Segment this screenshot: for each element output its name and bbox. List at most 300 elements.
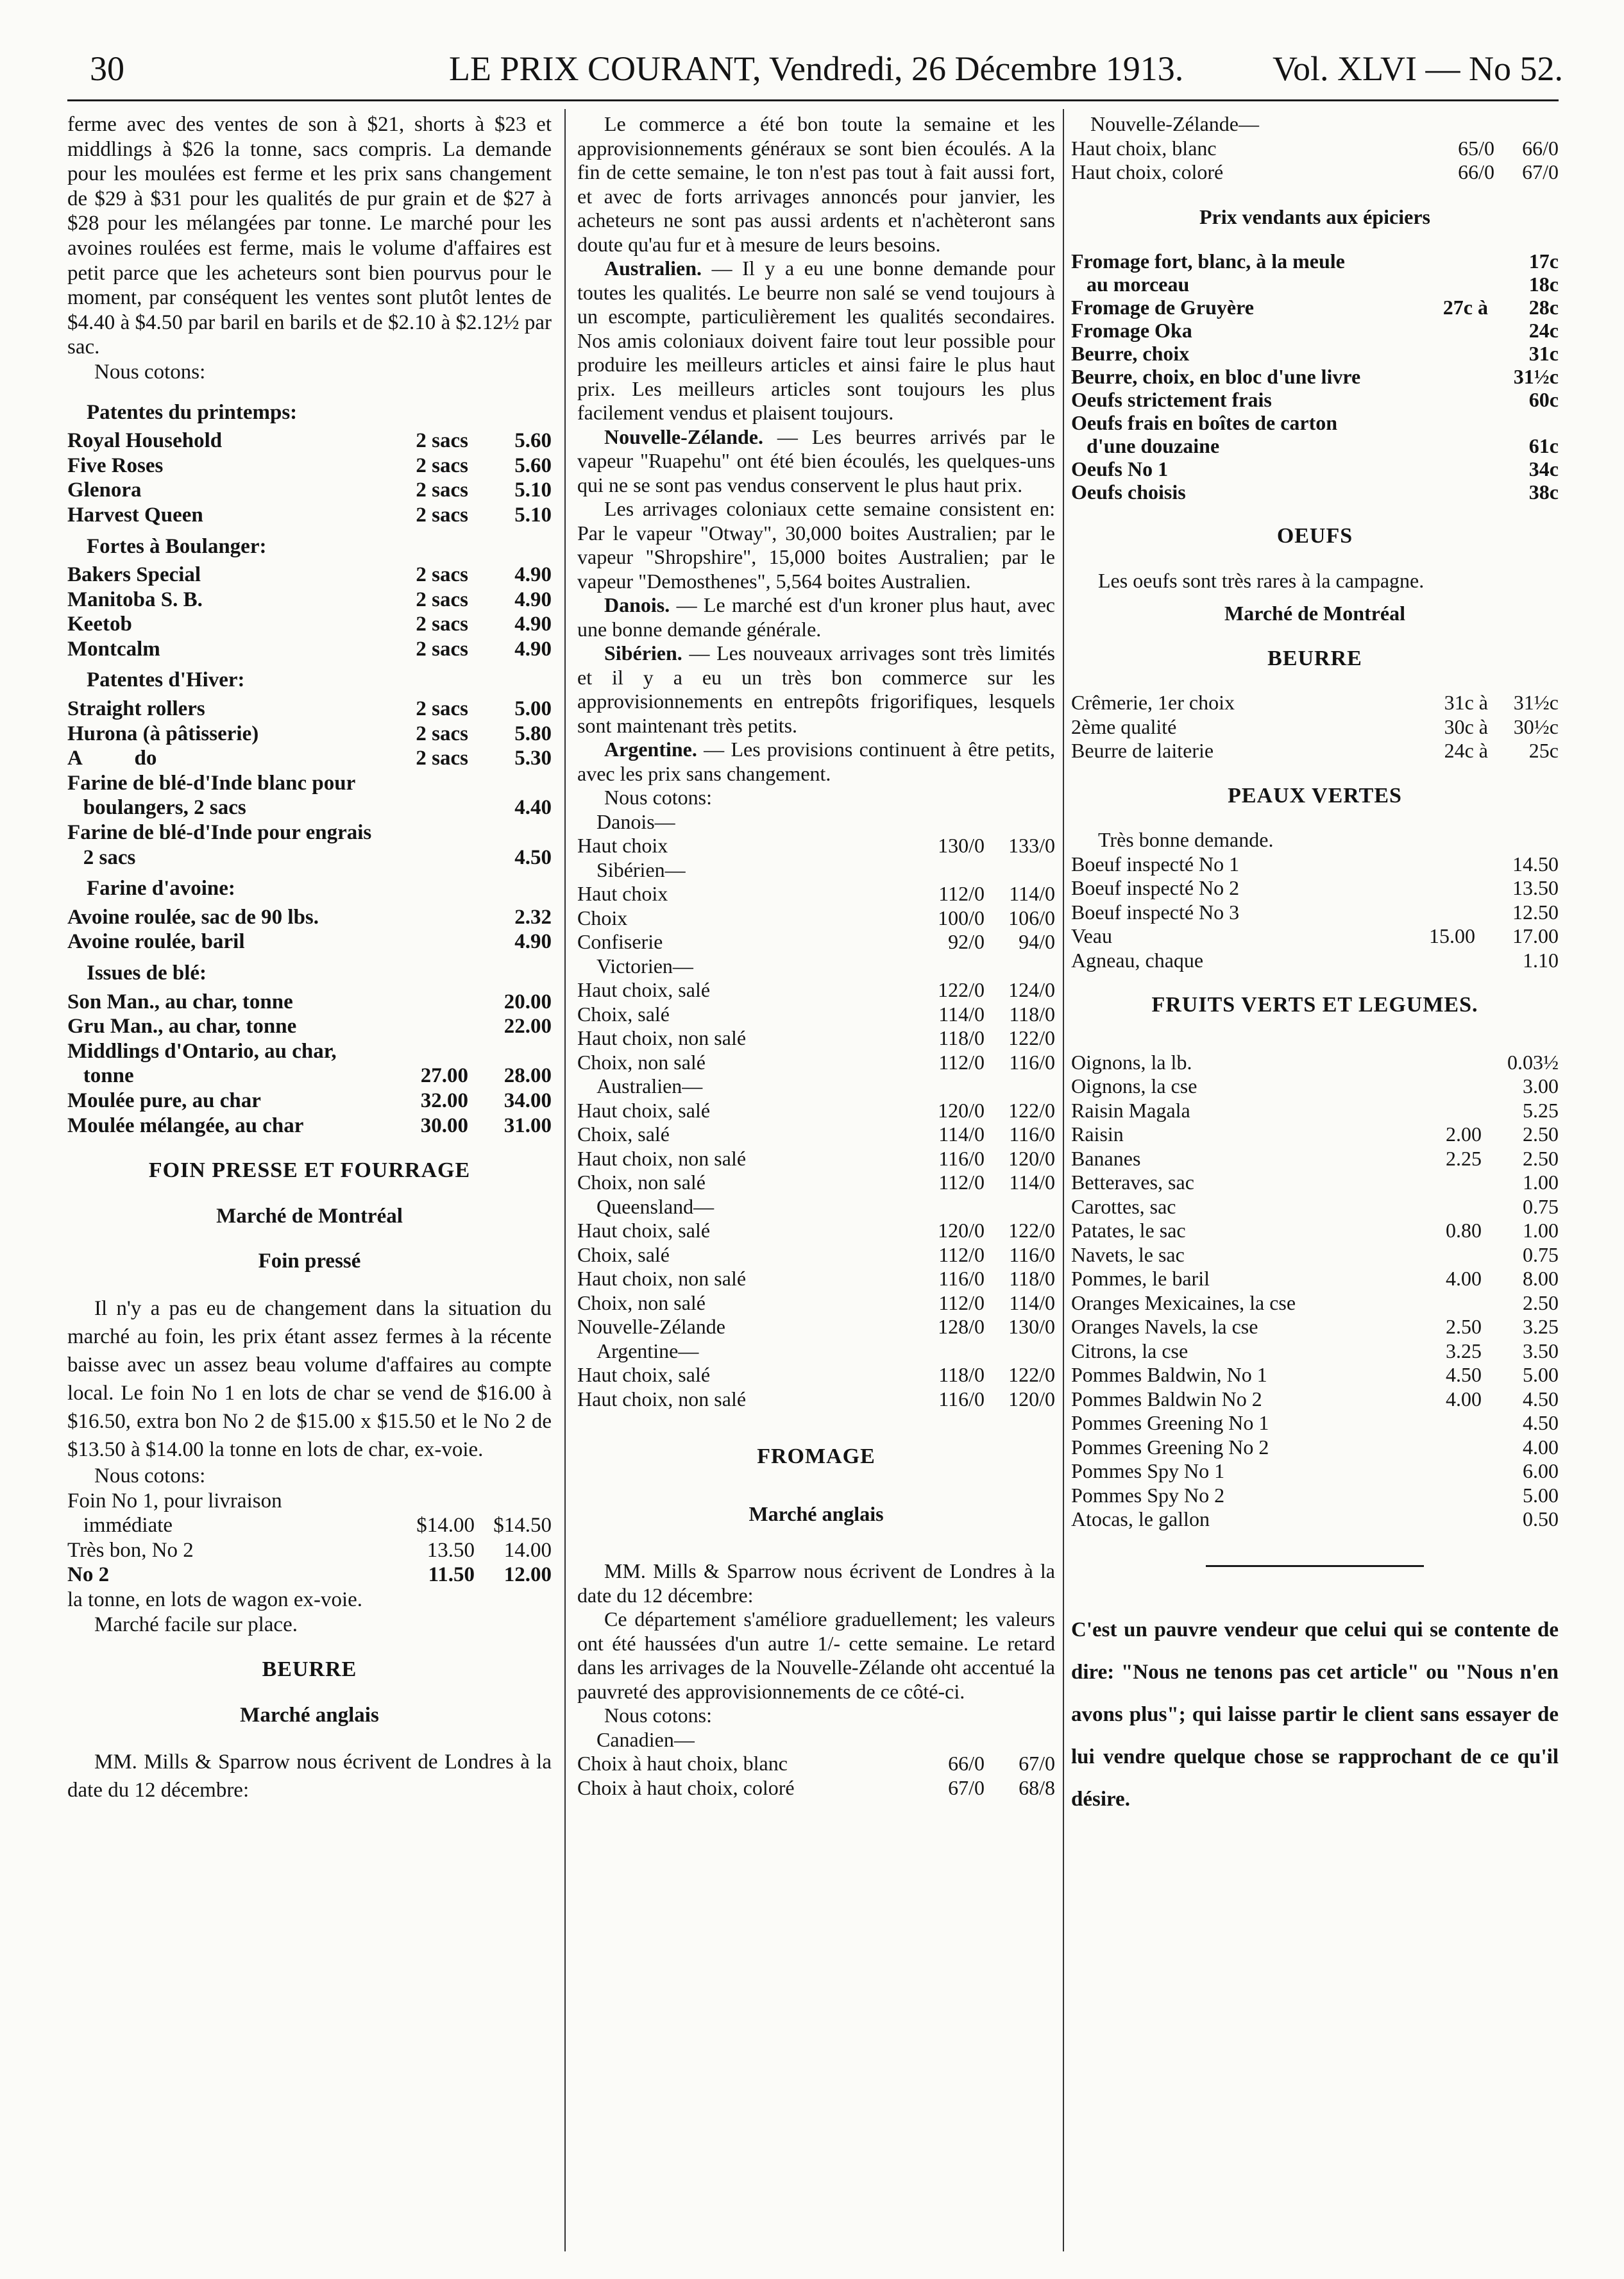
row-value-a: 11.50	[428, 1563, 475, 1587]
table-row	[1071, 901, 1559, 925]
table-row	[577, 1123, 1055, 1147]
epiciers-heading: Prix vendants aux épiciers	[1199, 205, 1430, 228]
table-row	[1071, 715, 1559, 740]
row-label: Bananes	[1071, 1146, 1141, 1170]
row-label: Fromage fort, blanc, à la meule	[1071, 250, 1345, 273]
row-value-b: 124/0	[1008, 978, 1055, 1001]
commerce-text: Le commerce a été bon toute la semaine et les approvisionnements généraux se sont bien écoulés. A la fin de cette semaine, le ton n'est pas tout à fait aussi fort, et avec de forts arrivages annoncés pour janvier, les acheteurs ne sont pas aussi ardents et n'achèteront sans doute qu'au fur et à mesure de leurs besoins.	[577, 112, 1055, 256]
butter-montreal-table	[1071, 691, 1559, 763]
row-value-price: 4.90	[514, 930, 552, 954]
row-value-b: 66/0	[1522, 136, 1559, 160]
row-value-b: 14.00	[503, 1538, 552, 1562]
row-value-b: 60c	[1528, 388, 1559, 411]
row-value-b: 0.50	[1523, 1507, 1559, 1530]
table-row	[67, 697, 552, 722]
table-row	[1071, 296, 1559, 319]
column-1	[67, 112, 552, 1804]
siberien-label: Sibérien.	[604, 641, 682, 665]
row-value-a: 100/0	[938, 906, 985, 929]
table-row	[1071, 342, 1559, 365]
row-value-price: 4.90	[514, 637, 552, 661]
row-value-a	[1411, 480, 1488, 504]
fromage-cotons: Nous cotons:	[604, 1704, 712, 1727]
fromage-subheading: Marché anglais	[749, 1502, 884, 1525]
table-row	[1071, 1507, 1559, 1532]
butter-price-table	[577, 810, 1055, 1412]
row-value-price: 4.50	[514, 845, 552, 869]
table-row	[1071, 1436, 1559, 1460]
row-value-a	[888, 1195, 985, 1219]
row-value-a: 116/0	[938, 1146, 985, 1170]
table-row	[577, 1099, 1055, 1123]
row-label: Haut choix, salé	[577, 1098, 711, 1122]
masthead-title: LE PRIX COURANT, Vendredi, 26 Décembre 1913.	[449, 49, 1184, 88]
table-row	[577, 810, 1055, 835]
row-label: Haut choix, salé	[577, 1363, 711, 1386]
row-label: Foin No 1, pour livraison	[67, 1489, 282, 1512]
row-label: Keetob	[67, 613, 132, 636]
row-label: Boeuf inspecté No 1	[1071, 852, 1240, 876]
row-value-a: $14.00	[416, 1514, 475, 1538]
row-label: Choix à haut choix, blanc	[577, 1752, 788, 1775]
row-value-a	[1411, 434, 1488, 457]
row-value-a	[908, 1728, 985, 1752]
table-row	[1071, 1315, 1559, 1339]
table-row	[1071, 1459, 1559, 1484]
row-label: Oeufs No 1	[1071, 457, 1169, 480]
row-value-price: 31.00	[503, 1114, 552, 1137]
row-value-b	[985, 1339, 1055, 1364]
row-value-price: 28.00	[503, 1064, 552, 1088]
row-value-a: 114/0	[938, 1002, 985, 1026]
row-label: Agneau, chaque	[1071, 948, 1204, 972]
row-label: Choix, salé	[577, 1002, 670, 1026]
table-row	[67, 1563, 552, 1588]
row-label: Oignons, la cse	[1071, 1074, 1197, 1097]
row-value-a: 4.50	[1446, 1363, 1482, 1386]
row-value-a	[385, 1489, 475, 1514]
table-row	[577, 1074, 1055, 1099]
row-label: Nouvelle-Zélande	[577, 1315, 725, 1338]
row-label: Beurre, choix	[1071, 342, 1190, 365]
table-row	[1071, 1171, 1559, 1195]
row-label: Choix, salé	[577, 1123, 670, 1146]
fromage-heading: FROMAGE	[757, 1444, 875, 1468]
row-value-a	[1411, 319, 1488, 342]
table-row	[577, 1387, 1055, 1412]
argentine-label: Argentine.	[604, 738, 697, 761]
produce-price-table	[1071, 1051, 1559, 1532]
table-row	[577, 1147, 1055, 1171]
row-label: Son Man., au char, tonne	[67, 990, 293, 1013]
row-label: Crêmerie, 1er choix	[1071, 691, 1235, 714]
row-value-unit: 2 sacs	[416, 747, 468, 770]
volume-number: Vol. XLVI — No 52.	[1272, 49, 1563, 88]
row-label: Beurre, choix, en bloc d'une livre	[1071, 365, 1361, 388]
row-label: Choix, non salé	[577, 1291, 706, 1314]
row-label: Haut choix, non salé	[577, 1146, 747, 1170]
row-label: Pommes Spy No 2	[1071, 1483, 1225, 1507]
row-value-b: 114/0	[1009, 882, 1055, 905]
row-value-b: 68/8	[1019, 1775, 1055, 1799]
row-value-b: 4.50	[1523, 1387, 1559, 1411]
table-row	[67, 771, 552, 796]
table-row	[1071, 1267, 1559, 1291]
table-row	[577, 1195, 1055, 1219]
row-value-a: 0.80	[1446, 1219, 1482, 1242]
row-value-unit: 2 sacs	[416, 637, 468, 661]
row-label: A do	[67, 747, 157, 770]
row-value-a	[1392, 1459, 1482, 1484]
australien-text: — Il y a eu une bonne demande pour toutes les qualités. Le beurre non salé se vend toujours à un escompte, particulièrement les qualités secondaires. Nos amis coloniaux doivent faire tout leur possible pour produire les meilleurs articles et ainsi faire le plus haut prix. Les meilleurs articles sont toujours les plus facilement vendus et plaisent toujours.	[577, 257, 1055, 424]
beurre-heading-2: BEURRE	[1267, 646, 1362, 670]
cotons-label: Nous cotons:	[94, 360, 206, 384]
row-label: Choix à haut choix, coloré	[577, 1775, 795, 1799]
row-value-price	[468, 820, 552, 845]
row-value-price: 4.90	[514, 588, 552, 611]
row-value-b: 106/0	[1008, 906, 1055, 929]
beurre-subheading: Marché anglais	[240, 1703, 379, 1727]
row-value-a	[1392, 1507, 1482, 1532]
table-row	[67, 795, 552, 820]
row-value-b: 24c	[1528, 319, 1559, 342]
row-label: Atocas, le gallon	[1071, 1507, 1210, 1530]
table-row	[577, 954, 1055, 979]
table-row	[1071, 480, 1559, 504]
row-label: Oranges Navels, la cse	[1071, 1315, 1258, 1338]
row-label: Pommes Baldwin No 2	[1071, 1387, 1262, 1411]
row-value-b	[985, 1074, 1055, 1099]
table-row	[1071, 1387, 1559, 1412]
row-value-price: 4.40	[514, 796, 552, 820]
argentine-text: — Les provisions continuent à être petits, avec les prix sans changement.	[577, 738, 1055, 785]
row-value-unit: 32.00	[420, 1089, 468, 1112]
table-row	[577, 978, 1055, 1003]
row-value-b	[1488, 411, 1559, 434]
row-value-b: 17.00	[1512, 924, 1559, 947]
table-row	[577, 1003, 1055, 1027]
row-value-b: 3.25	[1523, 1315, 1559, 1338]
column-divider-1	[564, 109, 566, 2251]
row-value-price: 4.90	[514, 563, 552, 587]
row-label: immédiate	[67, 1514, 173, 1538]
table-row	[577, 1339, 1055, 1364]
siberien-text: — Les nouveaux arrivages sont très limités et il y a eu un très bon commerce sur les approvisionnements en entrepôts frigorifiques, lesquels sont maintenant très petits.	[577, 641, 1055, 737]
table-row	[67, 453, 552, 479]
row-label: Argentine—	[596, 1339, 699, 1362]
row-value-price: 4.90	[514, 613, 552, 636]
row-value-b: 116/0	[1009, 1242, 1055, 1266]
hides-price-table	[1071, 852, 1559, 973]
row-value-a: 128/0	[938, 1315, 985, 1338]
table-row	[1071, 1123, 1559, 1147]
row-label: 2 sacs	[67, 845, 136, 869]
table-row	[1071, 852, 1559, 877]
row-label: Queensland—	[596, 1194, 715, 1218]
row-label: Fromage Oka	[1071, 319, 1192, 342]
row-value-price: 22.00	[503, 1015, 552, 1038]
row-value-a	[1411, 457, 1488, 480]
row-value-b: 0.75	[1523, 1242, 1559, 1266]
row-value-a	[1392, 1291, 1482, 1316]
oeufs-text: Les oeufs sont très rares à la campagne.	[1098, 568, 1425, 592]
row-label: Oranges Mexicaines, la cse	[1071, 1291, 1296, 1314]
row-value-a	[1392, 1099, 1482, 1123]
table-row	[67, 1039, 552, 1064]
row-value-a: 112/0	[938, 1242, 985, 1266]
table-row	[577, 834, 1055, 858]
row-value-b: 5.00	[1523, 1483, 1559, 1507]
row-label: Confiserie	[577, 930, 663, 953]
table-row	[67, 637, 552, 662]
table-row	[1071, 1219, 1559, 1243]
table-row	[1071, 319, 1559, 342]
price-group-title: Farine d'avoine:	[87, 877, 235, 901]
table-row	[577, 906, 1055, 931]
foin-after: la tonne, en lots de wagon ex-voie.	[67, 1588, 363, 1611]
row-value-a	[1411, 388, 1488, 411]
column-divider-2	[1063, 109, 1064, 2251]
row-value-b: 3.50	[1523, 1339, 1559, 1362]
table-row	[577, 882, 1055, 906]
row-label: Patates, le sac	[1071, 1219, 1186, 1242]
row-label: Raisin	[1071, 1123, 1124, 1146]
row-value-unit	[372, 929, 468, 954]
table-row	[577, 1267, 1055, 1291]
row-value-price: 5.10	[514, 479, 552, 502]
row-value-a: 114/0	[938, 1123, 985, 1146]
row-label: Navets, le sac	[1071, 1242, 1185, 1266]
foin-price-table	[67, 1489, 552, 1588]
table-row	[67, 722, 552, 747]
table-row	[67, 746, 552, 771]
table-row	[577, 1171, 1055, 1195]
row-label: Haut choix, non salé	[577, 1267, 747, 1290]
foin-subheading: Foin pressé	[258, 1250, 361, 1273]
row-label: Fromage de Gruyère	[1071, 296, 1254, 319]
foin-after-2: Marché facile sur place.	[94, 1613, 298, 1636]
row-value-b: 6.00	[1523, 1459, 1559, 1482]
row-value-b: 5.00	[1523, 1363, 1559, 1386]
montreal-market: Marché de Montréal	[1224, 602, 1405, 625]
fromage-text: MM. Mills & Sparrow nous écrivent de Londres à la date du 12 décembre:	[577, 1559, 1055, 1607]
row-value-unit: 30.00	[420, 1114, 468, 1137]
table-row	[577, 930, 1055, 954]
table-row	[1071, 1411, 1559, 1436]
row-label: Haut choix, salé	[577, 1219, 711, 1242]
row-value-a	[1392, 1195, 1482, 1219]
table-row	[1071, 1339, 1559, 1364]
row-value-a: 2.50	[1446, 1315, 1482, 1338]
row-value-b: 3.00	[1523, 1074, 1559, 1097]
table-row	[67, 990, 552, 1015]
row-value-b: 61c	[1528, 434, 1559, 457]
row-value-a: 112/0	[938, 1050, 985, 1074]
row-label: Carottes, sac	[1071, 1194, 1176, 1218]
table-row	[577, 858, 1055, 883]
peaux-intro: Très bonne demande.	[1098, 828, 1274, 851]
row-value-b	[985, 858, 1055, 883]
row-label: Pommes Greening No 1	[1071, 1411, 1269, 1434]
row-value-a	[1392, 1243, 1482, 1267]
row-value-a	[888, 810, 985, 835]
row-value-a	[1385, 876, 1475, 901]
table-row	[1071, 273, 1559, 296]
row-value-b	[985, 954, 1055, 979]
row-value-b: 120/0	[1008, 1146, 1055, 1170]
row-value-a: 118/0	[938, 1026, 985, 1049]
table-row	[1071, 1291, 1559, 1316]
col2-cotons: Nous cotons:	[604, 786, 712, 809]
row-value-a	[1411, 250, 1488, 273]
row-value-a: 112/0	[938, 882, 985, 905]
table-row	[1071, 137, 1559, 161]
row-value-price: 5.60	[514, 429, 552, 453]
row-value-b: 130/0	[1008, 1315, 1055, 1338]
row-value-a: 31c à	[1444, 691, 1488, 714]
row-value-b: 1.10	[1523, 948, 1559, 972]
row-value-price: 5.30	[514, 747, 552, 770]
australien-paragraph	[577, 257, 1055, 425]
row-value-unit: 2 sacs	[416, 722, 468, 745]
table-row	[67, 612, 552, 637]
row-value-b: 31c	[1528, 342, 1559, 365]
row-value-a	[1411, 365, 1488, 388]
row-value-price: 20.00	[503, 990, 552, 1013]
row-value-b	[1494, 112, 1559, 137]
row-label: Five Roses	[67, 453, 164, 477]
table-row	[67, 1063, 552, 1089]
row-label: Betteraves, sac	[1071, 1171, 1194, 1194]
row-value-price: 5.60	[514, 453, 552, 477]
table-row	[67, 588, 552, 613]
row-value-a	[888, 858, 985, 883]
row-label: Bakers Special	[67, 563, 201, 587]
row-value-unit: 2 sacs	[416, 697, 468, 721]
row-label: No 2	[67, 1563, 110, 1587]
row-label: Pommes Baldwin, No 1	[1071, 1363, 1267, 1386]
row-value-b: 122/0	[1008, 1098, 1055, 1122]
grocer-price-table	[1071, 250, 1559, 504]
row-label: Choix, non salé	[577, 1171, 706, 1194]
table-row	[67, 929, 552, 954]
row-value-unit	[372, 820, 468, 845]
table-row	[1071, 457, 1559, 480]
row-value-b: 116/0	[1009, 1123, 1055, 1146]
row-value-unit: 2 sacs	[416, 479, 468, 502]
row-value-a	[1424, 112, 1494, 137]
row-value-b: 2.50	[1523, 1291, 1559, 1314]
row-value-unit	[372, 1014, 468, 1039]
row-label: Middlings d'Ontario, au char,	[67, 1039, 337, 1063]
table-row	[577, 1752, 1055, 1776]
row-value-b: 0.03½	[1507, 1050, 1559, 1074]
row-label: Citrons, la cse	[1071, 1339, 1188, 1362]
table-row	[577, 1776, 1055, 1800]
column-3	[1071, 112, 1559, 1842]
row-value-a	[1411, 273, 1488, 296]
row-value-a: 4.00	[1446, 1267, 1482, 1290]
row-value-a	[1392, 1411, 1482, 1436]
price-group-title: Issues de blé:	[87, 962, 207, 985]
row-value-a: 122/0	[938, 978, 985, 1001]
row-value-a: 116/0	[938, 1267, 985, 1290]
table-row	[1071, 434, 1559, 457]
row-label: Moulée mélangée, au char	[67, 1114, 304, 1137]
row-value-a: 112/0	[938, 1171, 985, 1194]
row-label: 2ème qualité	[1071, 715, 1177, 738]
table-row	[577, 1363, 1055, 1387]
row-value-a: 116/0	[938, 1387, 985, 1411]
row-label: Oeufs strictement frais	[1071, 388, 1272, 411]
cheese-price-table	[577, 1728, 1055, 1800]
row-value-a	[1385, 852, 1475, 877]
row-value-a: 15.00	[1429, 924, 1475, 947]
row-label: Farine de blé-d'Inde blanc pour	[67, 771, 356, 795]
table-row	[1071, 1099, 1559, 1123]
table-row	[1071, 365, 1559, 388]
row-value-b: 1.00	[1523, 1219, 1559, 1242]
table-row	[1071, 924, 1559, 949]
beurre-text: MM. Mills & Sparrow nous écrivent de Londres à la date du 12 décembre:	[67, 1750, 552, 1802]
row-value-a: 27c à	[1442, 296, 1488, 319]
nz-label: Nouvelle-Zélande.	[604, 425, 763, 448]
table-row	[67, 478, 552, 503]
row-label: Choix, salé	[577, 1242, 670, 1266]
row-value-unit: 2 sacs	[416, 588, 468, 611]
row-value-b: 94/0	[1019, 930, 1055, 953]
row-label: Haut choix, blanc	[1071, 136, 1217, 160]
row-label: Choix, non salé	[577, 1050, 706, 1074]
row-value-a: 130/0	[938, 834, 985, 857]
row-value-b: 67/0	[1019, 1752, 1055, 1775]
row-value-a: 30c à	[1444, 715, 1488, 738]
table-row	[1071, 1363, 1559, 1387]
row-label: Avoine roulée, sac de 90 lbs.	[67, 905, 319, 929]
row-value-b: 118/0	[1009, 1267, 1055, 1290]
row-value-a	[1385, 949, 1475, 973]
table-row	[577, 1728, 1055, 1752]
row-value-b: 120/0	[1008, 1387, 1055, 1411]
row-value-a: 120/0	[938, 1098, 985, 1122]
row-value-price: 5.80	[514, 722, 552, 745]
row-label: Haut choix, salé	[577, 978, 711, 1001]
row-value-price: 5.10	[514, 503, 552, 527]
row-value-b: 28c	[1528, 296, 1559, 319]
row-value-b: 38c	[1528, 480, 1559, 504]
row-value-unit: 2 sacs	[416, 453, 468, 477]
row-value-a	[1392, 1051, 1482, 1075]
row-label: Australien—	[596, 1074, 703, 1097]
row-label: Boeuf inspecté No 2	[1071, 876, 1240, 899]
row-value-b: 30½c	[1513, 715, 1559, 738]
row-label: Pommes Spy No 1	[1071, 1459, 1225, 1482]
row-value-b: 122/0	[1008, 1219, 1055, 1242]
row-label: au morceau	[1071, 273, 1190, 296]
table-row	[1071, 1074, 1559, 1099]
row-value-a: 65/0	[1458, 136, 1494, 160]
row-value-price	[468, 771, 552, 796]
row-value-b: 4.50	[1523, 1411, 1559, 1434]
row-label: Avoine roulée, baril	[67, 930, 245, 954]
row-value-a: 2.25	[1446, 1146, 1482, 1170]
row-value-a: 24c à	[1444, 739, 1488, 762]
table-row	[1071, 250, 1559, 273]
row-value-a: 4.00	[1446, 1387, 1482, 1411]
row-value-b: 13.50	[1512, 876, 1559, 899]
fruits-heading: FRUITS VERTS ET LEGUMES.	[1151, 993, 1478, 1017]
row-value-a: 92/0	[948, 930, 985, 953]
